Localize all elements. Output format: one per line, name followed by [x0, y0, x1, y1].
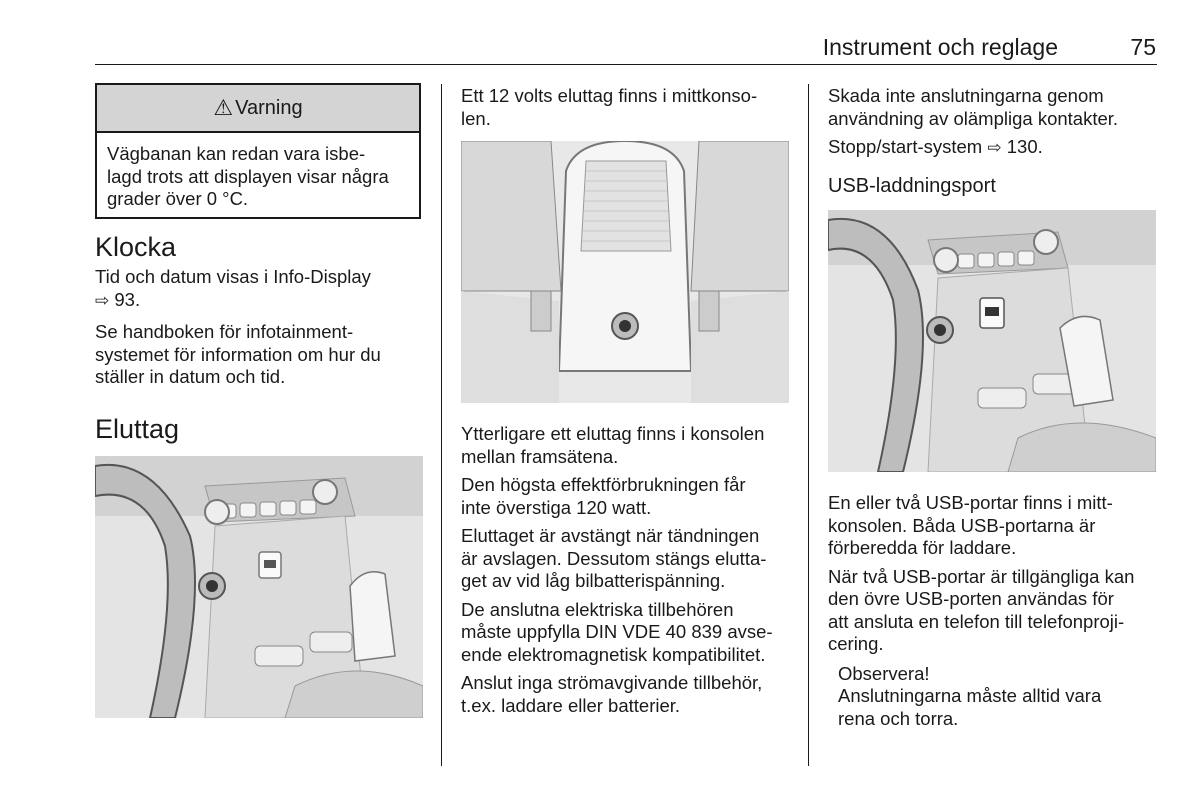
usb-para-line: cering. — [828, 633, 884, 654]
stop-start-ref-line — [828, 136, 1158, 160]
connector-line: användning av olämpliga kontakter. — [828, 107, 1119, 129]
socket-para-line: mellan framsätena. — [461, 445, 619, 467]
warning-line: grader över 0 °C. — [107, 188, 249, 209]
socket-para-line: t.ex. laddare eller batterier. — [461, 694, 681, 716]
note-title: Observera! — [838, 662, 930, 684]
warning-header — [97, 85, 419, 133]
socket-intro-line: len. — [461, 107, 491, 129]
socket-intro — [461, 85, 791, 130]
usb-para-line: förberedda för laddare. — [828, 537, 1017, 558]
column-divider-2 — [808, 84, 809, 766]
socket-para-line: är avslagen. Dessutom stängs elutta- — [461, 547, 767, 569]
usb-para-line: den övre USB-porten användas för — [828, 588, 1114, 609]
warning-line: Vägbanan kan redan vara isbe- — [107, 143, 366, 164]
connector-line: Skada inte anslutningarna genom — [828, 85, 1104, 106]
socket-para-line: Ytterligare ett eluttag finns i konsolen — [461, 423, 765, 444]
stop-start-page: 130. — [1006, 136, 1043, 157]
usb-para-line: En eller två USB-portar finns i mitt- — [828, 492, 1113, 513]
socket-para-line: måste uppfylla DIN VDE 40 839 avse- — [461, 621, 773, 642]
stop-start-text: Stopp/start-system — [828, 136, 983, 157]
socket-heading: Eluttag — [95, 414, 180, 444]
socket-para-line: De anslutna elektriska tillbehören — [461, 598, 734, 620]
running-header-title: Instrument och reglage — [822, 34, 1058, 60]
note-line: Anslutningarna måste alltid vara — [838, 685, 1102, 706]
clock-ref-line — [95, 289, 423, 313]
socket-para-line: Anslut inga strömavgivande tillbehör, — [461, 672, 763, 693]
socket-intro-line: Ett 12 volts eluttag finns i mittkonso- — [461, 85, 758, 106]
warning-line: lagd trots att displayen visar några — [107, 165, 389, 187]
usb-para-line: konsolen. Båda USB-portarna är — [828, 514, 1096, 536]
usb-para-line: När två USB-portar är tillgängliga kan — [828, 565, 1135, 587]
note-line: rena och torra. — [838, 707, 959, 729]
header-rule — [95, 64, 1157, 65]
warning-triangle-icon: ⚠ — [213, 95, 234, 120]
socket-para-line: Eluttaget är avstängt när tändningen — [461, 525, 760, 546]
connector-warning-text — [828, 85, 1158, 198]
usb-para-line: att ansluta en telefon till telefonproji- — [828, 610, 1125, 632]
usb-paragraphs — [828, 492, 1158, 730]
socket-para-line: get av vid låg bilbatterispänning. — [461, 570, 726, 591]
page-number: 75 — [1130, 34, 1156, 60]
socket-para-line: Den högsta effektförbrukningen får — [461, 474, 746, 495]
warning-box — [95, 83, 421, 219]
socket-para-line: inte överstiga 120 watt. — [461, 496, 652, 518]
note-block — [838, 663, 1158, 731]
socket-para-line: ende elektromagnetisk kompatibilitet. — [461, 643, 766, 665]
usb-heading: USB-laddningsport — [828, 174, 996, 197]
clock-text-line: ställer in datum och tid. — [95, 366, 286, 387]
console-socket-illustration — [461, 141, 789, 403]
page-ref-arrow-icon: ⇨ — [95, 290, 110, 310]
socket-paragraphs — [461, 423, 791, 717]
clock-heading: Klocka — [95, 232, 177, 262]
clock-text-line: systemet för information om hur du — [95, 343, 381, 365]
clock-text-line: Tid och datum visas i Info-Display — [95, 266, 371, 287]
dashboard-socket-illustration — [95, 456, 423, 718]
clock-ref-page: 93. — [114, 288, 141, 310]
warning-title: Varning — [235, 96, 303, 119]
column-divider-1 — [441, 84, 442, 766]
warning-body — [97, 133, 419, 211]
clock-text-line: Se handboken för infotainment- — [95, 321, 354, 342]
usb-port-illustration — [828, 210, 1156, 472]
page-ref-arrow-icon: ⇨ — [987, 138, 1002, 157]
socket-section — [95, 414, 423, 445]
clock-section — [95, 232, 423, 389]
